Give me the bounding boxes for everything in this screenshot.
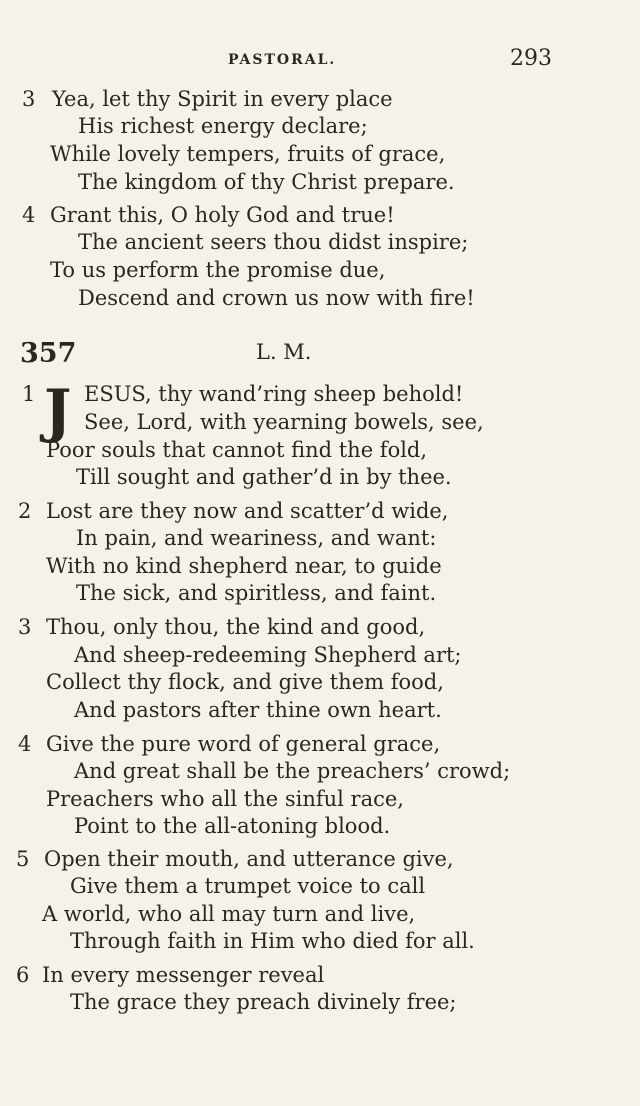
verse-line: To us perform the promise due,: [50, 258, 386, 282]
verse-line: The kingdom of thy Christ prepare.: [78, 170, 455, 194]
verse-line: And sheep-redeeming Shepherd art;: [74, 643, 462, 667]
verse-line: Point to the all-atoning blood.: [74, 814, 391, 838]
verse-line: Poor souls that cannot find the fold,: [46, 438, 428, 462]
verse-line: With no kind shepherd near, to guide: [46, 554, 442, 578]
verse-line: Descend and crown us now with fire!: [78, 286, 475, 310]
stanza-number: 4: [18, 732, 32, 756]
hymn-meter: L. M.: [256, 340, 312, 364]
running-head: [0, 46, 640, 76]
verse-line: Thou, only thou, the kind and good,: [46, 615, 426, 639]
verse-line: See, Lord, with yearning bowels, see,: [84, 410, 484, 434]
verse-line: Give the pure word of general grace,: [46, 732, 441, 756]
drop-cap: J: [44, 377, 72, 445]
verse-line: In every messenger reveal: [42, 963, 325, 987]
stanza-number: 3: [18, 615, 32, 639]
verse-line: His richest energy declare;: [78, 114, 368, 138]
stanza-number: 3: [22, 87, 36, 111]
verse-line: The grace they preach divinely free;: [70, 990, 457, 1014]
section-title: PASTORAL.: [228, 52, 337, 68]
verse-line: Preachers who all the sinful race,: [46, 787, 404, 811]
verse-line: The sick, and spiritless, and faint.: [76, 581, 437, 605]
stanza-number: 1: [22, 382, 36, 406]
verse-line: ESUS, thy wand’ring sheep behold!: [84, 382, 464, 406]
verse-line: While lovely tempers, fruits of grace,: [50, 142, 446, 166]
hymn-header: [0, 338, 640, 372]
page-number: 293: [510, 46, 552, 71]
stanza-number: 2: [18, 499, 32, 523]
stanza-number: 4: [22, 203, 36, 227]
verse-line: Grant this, O holy God and true!: [50, 203, 395, 227]
verse-line: And great shall be the preachers’ crowd;: [74, 759, 511, 783]
stanza-number: 5: [16, 847, 30, 871]
verse-line: The ancient seers thou didst inspire;: [78, 230, 469, 254]
verse-line: Collect thy flock, and give them food,: [46, 670, 444, 694]
verse-line: Lost are they now and scatter’d wide,: [46, 499, 449, 523]
verse-line: Open their mouth, and utterance give,: [44, 847, 454, 871]
hymn-number: 357: [20, 338, 77, 369]
verse-line: Yea, let thy Spirit in every place: [52, 87, 393, 111]
verse-line: In pain, and weariness, and want:: [76, 526, 437, 550]
verse-line: And pastors after thine own heart.: [74, 698, 442, 722]
verse-line: Give them a trumpet voice to call: [70, 874, 426, 898]
verse-line: A world, who all may turn and live,: [42, 902, 416, 926]
verse-line: Till sought and gather’d in by thee.: [76, 465, 452, 489]
verse-line: Through faith in Him who died for all.: [70, 929, 475, 953]
stanza-number: 6: [16, 963, 30, 987]
